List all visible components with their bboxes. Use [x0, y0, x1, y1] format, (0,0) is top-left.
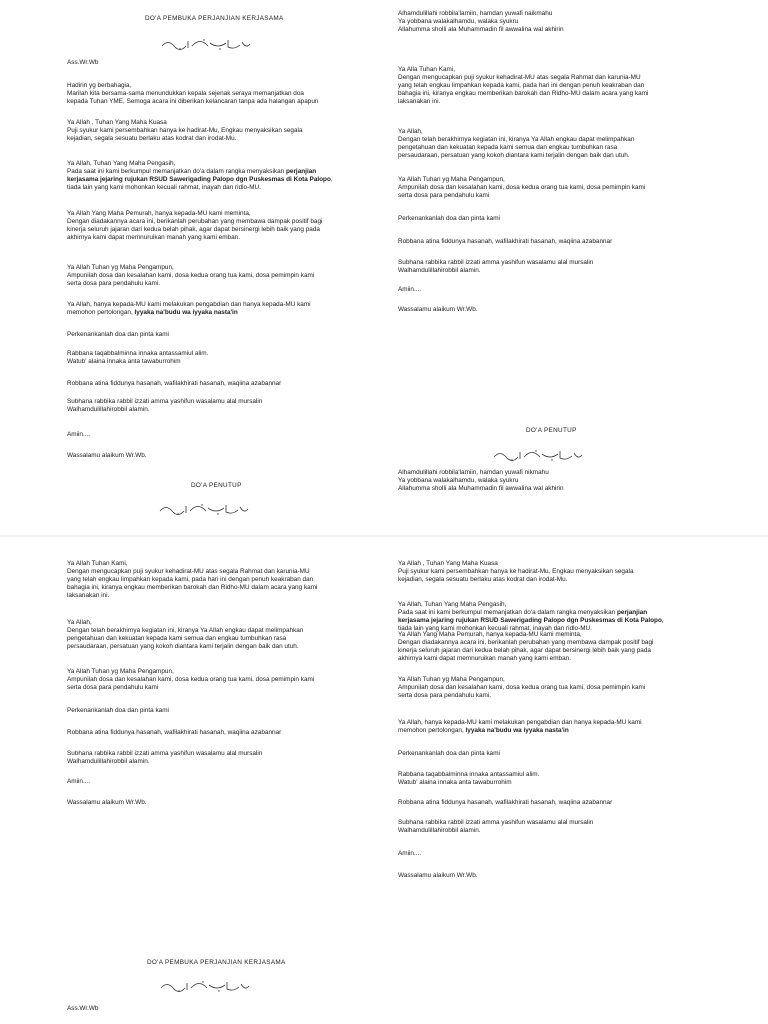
paragraph-maha-pengampun-2: Ya Allah Tuhan yg Maha Pengampun, Ampunilah dosa dan kesalahan kami, dosa kedua orang tua kami, dosa pemimpin kami serta dosa para pendahulu kami: [398, 176, 646, 200]
bismillah-calligraphy-2: [158, 502, 250, 516]
paragraph-robbana-2: Robbana atina fiddunya hasanah, wafilakhirati hasanah, waqiina azabannar: [398, 238, 613, 245]
paragraph-pengabdian: [67, 301, 367, 317]
amiin: Amiin....: [67, 431, 91, 438]
greeting-2: Ass.Wr.Wb: [67, 1005, 99, 1012]
paragraph-rabbana: Rabbana taqabbalminna innaka antassamiul alim. Watub' alaina innaka anta tawaburrohim: [67, 350, 209, 366]
paragraph-subhana-4: Subhana rabbika rabbil izzati amma yashifun wasalamu alal mursalin Walhamdulillahirobbil alamin.: [398, 819, 594, 835]
paragraph-tuhan-kami: Ya Alla Tuhan Kami, Dengan mengucapkan puji syukur kehadirat-MU atas segala Rahmat dan karunia-MU yang telah engkau limpahkan kepada kami, pada hari ini dengan penuh keakraban dan bahagia ini, kiranya engkau memberikan barokah dan Ridho-MU dalam acara yang kami laksanakan ini.: [398, 66, 649, 106]
paragraph-perkenankan-3: Perkenankanlah doa dan pinta kami: [67, 707, 169, 714]
amiin-2: Amiin....: [398, 286, 422, 293]
paragraph-maha-kuasa: Ya Allah , Tuhan Yang Maha Kuasa Puji syukur kami persembahkan hanya ke hadirat-Mu, Engkau menyaksikan segala kejadian, segala sesuatu berlaku atas kodrat dan irodat-Mu.: [67, 119, 303, 143]
paragraph-maha-pengampun: Ya Allah Tuhan yg Maha Pengampun, Ampunilah dosa dan kesalahan kami, dosa kedua orang tua kami, dosa pemimpin kami serta dosa para pendahulu kami.: [67, 264, 315, 288]
paragraph-berakhir: Ya Allah, Dengan telah berakhirnya kegiatan ini, kiranya Ya Allah engkau dapat melimpahkan pengetahuan dan kekuatan kepada kami semua dan engkau tumbuhkan rasa persaudaraan, persatuan yang kokoh diantara kami terjalin dengan baik dan utuh.: [398, 128, 635, 160]
paragraph-maha-pengasih: [67, 160, 367, 192]
closing-salam-4: Wassalamu alaikum Wr.Wb.: [398, 872, 478, 879]
pengasih-2-text-a: Ya Allah, Tuhan Yang Maha Pengasih, Pada saat ini kami berkumpul memanjatkan do'a dalam rangka menyaksikan: [398, 601, 616, 617]
closing-prayer-title-2: DO'A PENUTUP: [526, 427, 577, 434]
bismillah-calligraphy-3: [492, 448, 584, 462]
paragraph-maha-pengampun-3: Ya Allah Tuhan yg Maha Pengampun, Ampunilah dosa dan kesalahan kami, dosa kedua orang tua kami, dosa pemimpin kami serta dosa para pendahulu kami: [67, 668, 315, 692]
greeting: Ass.Wr.Wb: [67, 59, 99, 66]
closing-prayer-title: DO'A PENUTUP: [191, 482, 242, 489]
paragraph-alhamdulillah-2: Alhamdulillahi robbila'lamiin, hamdan yuwafi nikmahu Ya yobbana walakalhamdu, walaka syukru Allahumma sholli ala Muhammadin fil awwalina wal akhirin: [398, 469, 564, 493]
paragraph-subhana-2: Subhana rabbika rabbil izzati amma yashifun wasalamu alal mursalin Walhamdulillahirobbil alamin.: [398, 259, 594, 275]
pengasih-2-text-c: , tiada lain yang kami mohonkan kecuali rahmat, inayah dan ridlo-MU.: [398, 617, 664, 633]
opening-prayer-title-2: DO'A PEMBUKA PERJANJIAN KERJASAMA: [147, 959, 286, 966]
bismillah-calligraphy-4: [159, 979, 251, 993]
pengasih-2-text-bold: perjanjian kerjasama jejaring rujukan RSUD Sawerigading Palopo dgn Puskesmas di Kota Palopo: [398, 609, 662, 625]
pengasih-text-a: Ya Allah, Tuhan Yang Maha Pengasih, Pada saat ini kami berkumpul memanjatkan do'a dalam rangka menyaksikan: [67, 160, 285, 176]
closing-salam-2: Wassalamu alaikum Wr.Wb.: [398, 306, 478, 313]
paragraph-subhana: Subhana rabbika rabbil izzati amma yashifun wasalamu alal mursalin Walhamdulillahirobbil alamin.: [67, 398, 263, 414]
paragraph-pengabdian-2: [398, 719, 698, 735]
paragraph-maha-pemurah: Ya Allah Yang Maha Pemurah, hanya kepada-MU kami meminta, Dengan diadakannya acara ini, berikanlah perubahan yang membawa dampak positif bagi kinerja seluruh jajaran dari kedua belah pihak, agar dapat bersinergi lebih baik yang pada akhirnya kami dapat memnuruikan manah yang kami emban.: [67, 210, 323, 242]
paragraph-perkenankan-2: Perkenankanlah doa dan pinta kami: [398, 215, 500, 222]
paragraph-robbana-4: Robbana atina fiddunya hasanah, wafilakhirati hasanah, waqiina azabannar: [398, 799, 613, 806]
paragraph-robbana-3: Robbana atina fiddunya hasanah, wafilakhirati hasanah, waqiina azabannar: [67, 729, 282, 736]
paragraph-maha-kuasa-2: Ya Allah , Tuhan Yang Maha Kuasa Puji syukur kami persembahkan hanya ke hadirat-Mu, Engkau menyaksikan segala kejadian, segala sesuatu berlaku atas kodrat dan irodat-Mu.: [398, 560, 634, 584]
paragraph-maha-pemurah-2: Ya Allah Yang Maha Pemurah, hanya kepada-MU kami meminta, Dengan diadakannya acara ini, berikanlah perubahan yang membawa dampak positif bagi kinerja seluruh jajaran dari kedua belah pihak, agar dapat bersinergi lebih baik yang pada akhirnya kami dapat memnuruikan manah yang kami emban.: [398, 631, 654, 663]
pengasih-text-c: , tiada lain yang kami mohonkan kecuali rahmat, inayah dan ridlo-MU.: [67, 176, 333, 192]
paragraph-rabbana-2: Rabbana taqabbalminna innaka antassamiul alim. Watub' alaina innaka anta tawaburrohim: [398, 771, 540, 787]
paragraph-alhamdulillah: Alhamdulillahi robbila'lamiin, hamdan yuwafi naikmahu Ya yobbana walakalhamdu, walaka syukru Allahumma sholli ala Muhammadin fil awwalina wal akhirin: [398, 10, 564, 34]
closing-salam-3: Wassalamu alaikum Wr.Wb.: [67, 799, 147, 806]
document-page-2: [0, 535, 768, 1024]
paragraph-subhana-3: Subhana rabbika rabbil izzati amma yashifun wasalamu alal mursalin Walhamdulillahirobbil alamin.: [67, 750, 263, 766]
paragraph-tuhan-kami-2: Ya Allah Tuhan Kami, Dengan mengucapkan puji syukur kehadirat-MU atas segala Rahmat dan karunia-MU yang telah engkau limpahkan kepada kami, pada hari ini dengan penuh keakraban dan bahagia ini, kiranya engkau memberikan barokah dan Ridho-MU dalam acara yang kami laksanakan ini.: [67, 560, 318, 600]
paragraph-berakhir-2: Ya Allah, Dengan telah berakhirnya kegiatan ini, kiranya Ya Allah engkau dapat melimpahkan pengetahuan dan kekuatan kepada kami semua dan engkau tumbuhkan rasa persaudaraan, persatuan yang kokoh diantara kami terjalin dengan baik dan utuh.: [67, 619, 304, 651]
bismillah-calligraphy: [160, 37, 252, 51]
paragraph-perkenankan: Perkenankanlah doa dan pinta kami: [67, 331, 169, 338]
pengabdian-2-text-a: Ya Allah, hanya kepada-MU kami melakukan pengabdian dan hanya kepada-MU kami memohon pertolongan,: [398, 719, 642, 735]
opening-prayer-title: DO'A PEMBUKA PERJANJIAN KERJASAMA: [145, 15, 284, 22]
paragraph-maha-pengampun-4: Ya Allah Tuhan yg Maha Pengampun, Ampunilah dosa dan kesalahan kami, dosa kedua orang tua kami, dosa pemimpin kami serta dosa para pendahulu kami.: [398, 676, 646, 700]
paragraph-robbana: Robbana atina fiddunya hasanah, wafilakhirati hasanah, waqiina azabannar: [67, 380, 282, 387]
pengabdian-text-a: Ya Allah, hanya kepada-MU kami melakukan pengabdian dan hanya kepada-MU kami memohon pertolongan,: [67, 301, 311, 317]
paragraph-perkenankan-4: Perkenankanlah doa dan pinta kami: [398, 750, 500, 757]
pengabdian-text-bold: Iyyaka na'budu wa iyyaka nasta'in: [134, 309, 238, 317]
paragraph-hadirin: Hadirin yg berbahagia, Marilah kita bersama-sama menundukkan kepala sejenak seraya memanjatkan doa kepada Tuhan YME, Semoga acara ini diberikan kelancaran tanpa ada halangan apapun: [67, 82, 319, 106]
closing-salam: Wassalamu alaikum Wr.Wb.: [67, 452, 147, 459]
pengasih-text-bold: perjanjian kerjasama jejaring rujukan RSUD Sawerigading Palopo dgn Puskesmas di Kota Palopo: [67, 168, 331, 184]
amiin-3: Amiin....: [67, 778, 91, 785]
pengabdian-2-text-bold: Iyyaka na'budu wa iyyaka nasta'in: [465, 727, 569, 735]
paragraph-maha-pengasih-2: [398, 601, 698, 633]
amiin-4: Amiin....: [398, 850, 422, 857]
